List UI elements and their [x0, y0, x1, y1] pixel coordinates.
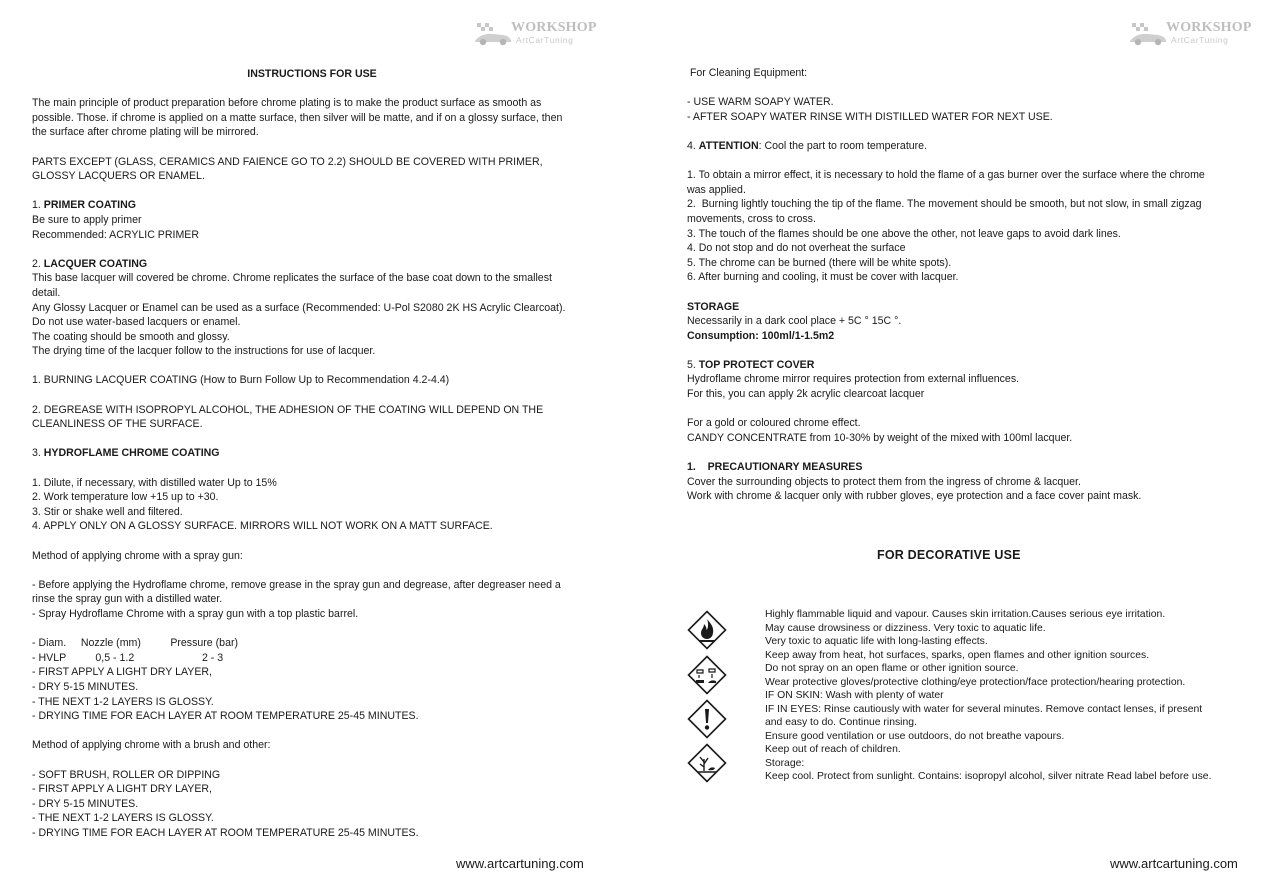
hazard-line: Very toxic to aquatic life with long-lasting effects.: [765, 636, 988, 647]
cleaning-line: - AFTER SOAPY WATER RINSE WITH DISTILLED WATER FOR NEXT USE.: [687, 110, 1053, 123]
attention-line: 3. The touch of the flames should be one above the other, not leave gaps to avoid dark lines.: [687, 227, 1121, 240]
spray-line: rinse the spray gun with a distilled water.: [32, 593, 223, 606]
logo-subtitle: ArtCarTuning: [516, 35, 574, 45]
attention-line: 5. The chrome can be burned (there will be white spots).: [687, 256, 952, 269]
attention-line: was applied.: [687, 183, 746, 196]
footer-url: www.artcartuning.com: [1110, 856, 1238, 871]
primer-line: Recommended: ACRYLIC PRIMER: [32, 228, 200, 241]
hazard-line: Storage:: [765, 757, 805, 769]
hazard-line: Ensure good ventilation or use outdoors, do not breathe vapours.: [765, 730, 1065, 742]
section-heading-primer: 1. PRIMER COATING: [32, 199, 136, 212]
attention-line: movements, cross to cross.: [687, 212, 816, 225]
lacquer-line: Do not use water-based lacquers or enamel.: [32, 316, 241, 329]
hazard-line: IF IN EYES: Rinse cautiously with water for several minutes. Remove contact lenses, if present: [765, 703, 1203, 715]
section-heading-top-protect: 5. TOP PROTECT COVER: [687, 358, 815, 371]
brush-step: - FIRST APPLY A LIGHT DRY LAYER,: [32, 783, 212, 796]
degrease-line: CLEANLINESS OF THE SURFACE.: [32, 418, 203, 431]
attention-line: 2. Burning lightly touching the tip of the flame. The movement should be smooth, but not slow, in small zigzag: [687, 198, 1202, 211]
logo-wordmark: WORKSHOP: [511, 20, 597, 35]
left-content: [32, 67, 592, 840]
section-heading-attention: 4. ATTENTION: Cool the part to room temperature.: [687, 139, 928, 152]
section-heading-chrome: 3. HYDROFLAME CHROME COATING: [32, 447, 220, 460]
nozzle-table-row: - HVLP 0,5 - 1.2 2 - 3: [32, 651, 224, 664]
spray-step: - THE NEXT 1-2 LAYERS IS GLOSSY.: [32, 695, 214, 708]
intro-line: The main principle of product preparation before chrome plating is to make the product surface as smooth as: [32, 97, 542, 110]
degrease-line: 2. DEGREASE WITH ISOPROPYL ALCOHOL, THE ADHESION OF THE COATING WILL DEPEND ON THE: [32, 403, 544, 416]
logo-wordmark: WORKSHOP: [1166, 20, 1252, 35]
flammable-hazard-icon: [687, 610, 727, 650]
chrome-step: 3. Stir or shake well and filtered.: [32, 505, 183, 518]
spray-step: - DRY 5-15 MINUTES.: [32, 680, 139, 693]
section-heading-storage: STORAGE: [687, 300, 740, 313]
top-protect-line: Hydroflame chrome mirror requires protection from external influences.: [687, 373, 1020, 386]
section-heading-lacquer: 2. LACQUER COATING: [32, 257, 148, 270]
hazard-line: May cause drowsiness or dizziness. Very toxic to aquatic life.: [765, 622, 1046, 634]
parts-line: PARTS EXCEPT (GLASS, CERAMICS AND FAIENCE GO TO 2.2) SHOULD BE COVERED WITH PRIMER,: [32, 155, 543, 168]
brush-step: - DRYING TIME FOR EACH LAYER AT ROOM TEMPERATURE 25-45 MINUTES.: [32, 826, 419, 839]
precaution-line: Work with chrome & lacquer only with rubber gloves, eye protection and a face cover paint mask.: [687, 490, 1142, 503]
parts-line: GLOSSY LACQUERS OR ENAMEL.: [32, 170, 205, 183]
right-page: [631, 0, 1261, 890]
brush-step: - DRY 5-15 MINUTES.: [32, 797, 139, 810]
cleaning-heading: For Cleaning Equipment:: [687, 67, 808, 79]
lacquer-line: Any Glossy Lacquer or Enamel can be used as a surface (Recommended: U-Pol S2080 2K HS Acrylic Clearcoat).: [32, 301, 566, 314]
workshop-logo: [473, 20, 597, 50]
right-content: [687, 66, 1237, 504]
spray-step: - FIRST APPLY A LIGHT DRY LAYER,: [32, 666, 212, 679]
page-title: INSTRUCTIONS FOR USE: [247, 68, 377, 80]
race-car-flag-icon: [1128, 21, 1168, 47]
storage-line: Necessarily in a dark cool place + 5C ° 15C °.: [687, 315, 902, 328]
lacquer-line: This base lacquer will covered be chrome. Chrome replicates the surface of the base coat down to the smallest: [32, 272, 552, 285]
spray-line: - Before applying the Hydroflame chrome, remove grease in the spray gun and degrease, after degreaser need a: [32, 578, 561, 591]
nozzle-table-header: - Diam. Nozzle (mm) Pressure (bar): [32, 637, 239, 650]
hazard-line: IF ON SKIN: Wash with plenty of water: [765, 690, 944, 701]
exclamation-hazard-icon: [687, 699, 727, 739]
workshop-logo: [1128, 20, 1252, 50]
corrosive-hazard-icon: [687, 655, 727, 695]
hazard-line: Keep away from heat, hot surfaces, sparks, open flames and other ignition sources.: [765, 649, 1150, 661]
chrome-step: 1. Dilute, if necessary, with distilled water Up to 15%: [32, 476, 277, 489]
candy-line: CANDY CONCENTRATE from 10-30% by weight of the mixed with 100ml lacquer.: [687, 431, 1073, 444]
attention-line: 4. Do not stop and do not overheat the surface: [687, 242, 906, 255]
primer-line: Be sure to apply primer: [32, 213, 142, 226]
attention-line: 6. After burning and cooling, it must be cover with lacquer.: [687, 271, 959, 284]
burning-line: 1. BURNING LACQUER COATING (How to Burn Follow Up to Recommendation 4.2-4.4): [32, 374, 450, 387]
lacquer-line: detail.: [32, 286, 61, 299]
decorative-use-title: FOR DECORATIVE USE: [877, 548, 1021, 562]
race-car-flag-icon: [473, 21, 513, 47]
chrome-step: 4. APPLY ONLY ON A GLOSSY SURFACE. MIRRORS WILL NOT WORK ON A MATT SURFACE.: [32, 520, 493, 533]
precaution-line: Cover the surrounding objects to protect them from the ingress of chrome & lacquer.: [687, 475, 1081, 488]
intro-line: the surface after chrome plating will be mirrored.: [32, 126, 259, 139]
lacquer-line: The drying time of the lacquer follow to the instructions for use of lacquer.: [32, 345, 376, 358]
brush-step: - SOFT BRUSH, ROLLER OR DIPPING: [32, 768, 221, 781]
left-page: [0, 0, 630, 890]
candy-line: For a gold or coloured chrome effect.: [687, 417, 861, 430]
hazard-line: Keep out of reach of children.: [765, 744, 901, 755]
hazard-line: and easy to do. Continue rinsing.: [765, 717, 917, 728]
brush-step: - THE NEXT 1-2 LAYERS IS GLOSSY.: [32, 812, 214, 825]
section-heading-precaution: 1. PRECAUTIONARY MEASURES: [687, 461, 863, 474]
attention-line: 1. To obtain a mirror effect, it is necessary to hold the flame of a gas burner over the surface where the chrome: [687, 169, 1205, 182]
spray-step: - DRYING TIME FOR EACH LAYER AT ROOM TEMPERATURE 25-45 MINUTES.: [32, 710, 419, 723]
cleaning-line: - USE WARM SOAPY WATER.: [687, 96, 834, 109]
hazard-statements: [765, 608, 1255, 784]
logo-subtitle: ArtCarTuning: [1171, 35, 1229, 45]
lacquer-line: The coating should be smooth and glossy.: [32, 330, 230, 343]
hazard-line: Wear protective gloves/protective clothing/eye protection/face protection/hearing protection.: [765, 676, 1186, 688]
brush-heading: Method of applying chrome with a brush and other:: [32, 739, 271, 752]
hazard-line: Highly flammable liquid and vapour. Causes skin irritation.Causes serious eye irritation.: [765, 609, 1166, 620]
chrome-step: 2. Work temperature low +15 up to +30.: [32, 491, 219, 504]
consumption-line: Consumption: 100ml/1-1.5m2: [687, 329, 835, 342]
spray-heading: Method of applying chrome with a spray gun:: [32, 549, 243, 562]
intro-line: possible. Those. if chrome is applied on a matte surface, then silver will be matte, and if on a glossy surface, then: [32, 111, 563, 124]
spray-line: - Spray Hydroflame Chrome with a spray gun with a top plastic barrel.: [32, 607, 359, 620]
hazard-line: Keep cool. Protect from sunlight. Contains: isopropyl alcohol, silver nitrate Read label before use.: [765, 771, 1212, 782]
hazard-line: Do not spray on an open flame or other ignition source.: [765, 663, 1019, 674]
top-protect-line: For this, you can apply 2k acrylic clearcoat lacquer: [687, 388, 925, 401]
footer-url: www.artcartuning.com: [456, 856, 584, 871]
environment-hazard-icon: [687, 743, 727, 783]
